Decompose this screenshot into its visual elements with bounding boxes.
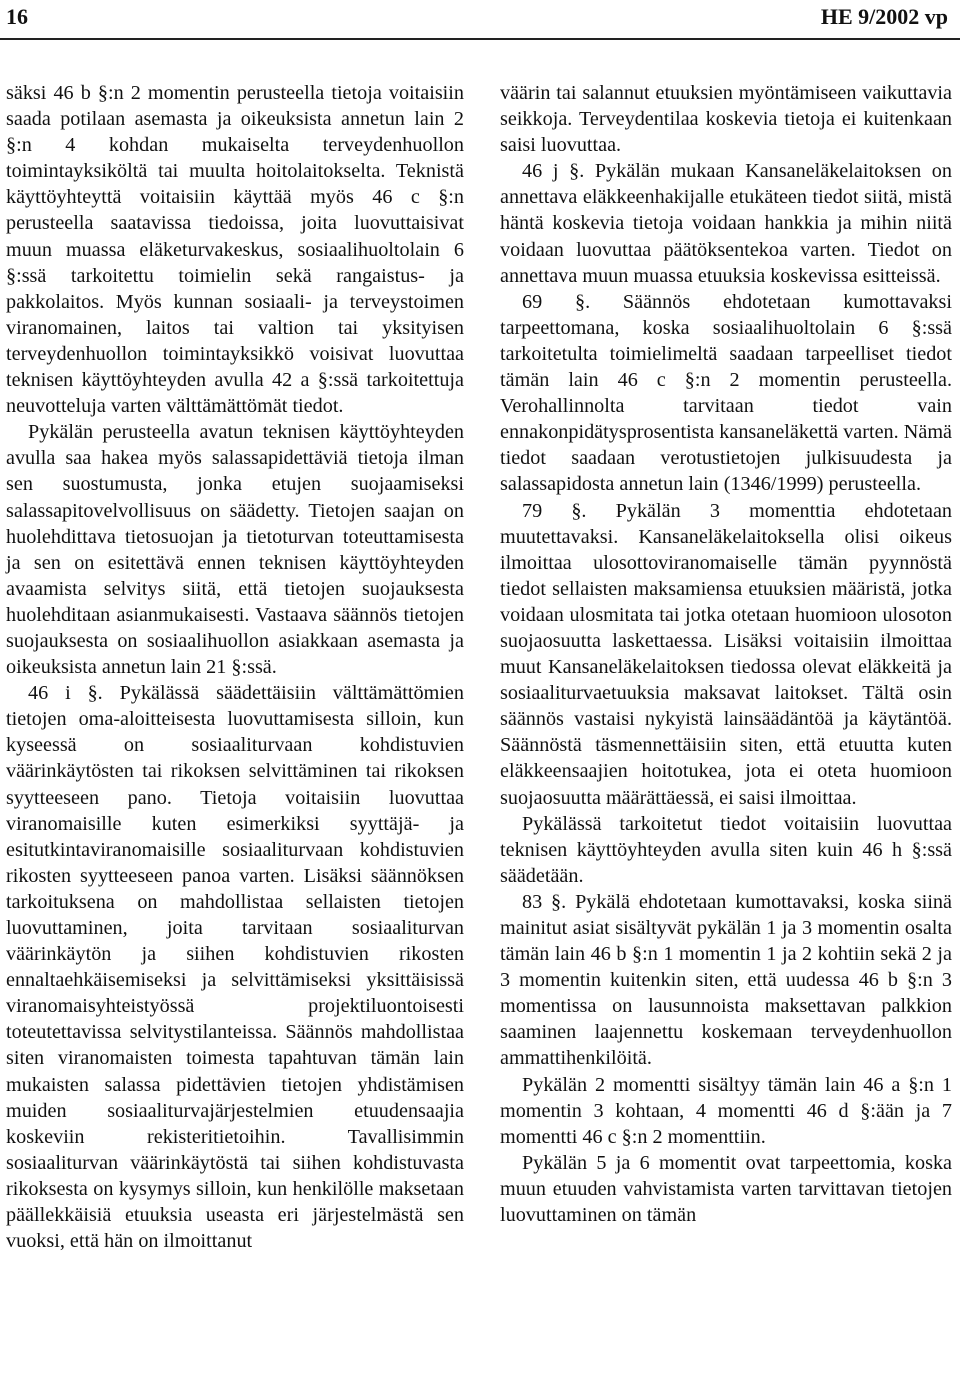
paragraph: 46 j §. Pykälän mukaan Kansaneläkelaitoksen on annettava eläkkeenhakijalle etukäteen tiedot siitä, mistä häntä koskevia tietoja voidaan hankkia ja mihin niitä voidaan luovuttaa päätöksentekoa varten. Tiedot on annettava muun muassa etuuksia koskevissa esitteissä. <box>500 160 952 287</box>
paragraph: Pykälän perusteella avatun teknisen käyttöyhteyden avulla saa hakea myös salassapidettäviä tietoja ilman sen suostumusta, jonka etujen suojaamiseksi salassapitovelvollisuus on säädetty. Tietojen saajan on huolehdittava tietosuojan ja tietoturvan toteuttamisesta ja sen on esitettävä ennen teknisen käyttöyhteyden avaamista selvitys siitä, että tietojen suojauksesta huolehditaan asianmukaisesti. Vastaava säännös tietojen suojauksesta on sosiaalihuollon asiakkaan asemasta ja oikeuksista annetun lain 21 §:ssä. <box>6 421 464 679</box>
paragraph: säksi 46 b §:n 2 momentin perusteella tietoja voitaisiin saada potilaan asemasta ja oikeuksista annetun lain 2 §:n 4 kohdan mukaiselta terveydenhuollon toimintayksiköltä tai muulta hoitolaitokselta. Teknistä käyttöyhteyttä voitaisiin käyttää myös 46 c §:n perusteella saatavissa tiedoissa, joita luovuttaisivat muun muassa eläketurvakeskus, sosiaalihuoltolain 6 §:ssä tarkoitettu toimielin sekä rangaistus- ja pakkolaitos. Myös kunnan sosiaali- ja terveystoimen viranomainen, laitos tai valtion tai yksityisen terveydenhuollon toimintayksikkö voisivat luovuttaa teknisen käyttöyhteyden avulla 42 a §:ssä tarkoitettuja neuvotteluja varten välttämättömät tiedot. <box>6 82 464 418</box>
paragraph: 79 §. Pykälän 3 momenttia ehdotetaan muutettavaksi. Kansaneläkelaitoksella olisi oikeus ilmoittaa ulosottoviranomaiselle tämän pyynnöstä tiedot sellaisten maksamiensa etuuksien määristä, jotka voidaan ulosmitata tai jotka otetaan huomioon ulosoton suojaosuutta laskettaessa. Lisäksi voitaisiin ilmoittaa muut Kansaneläkelaitoksen tiedossa olevat eläkkeitä ja sosiaaliturvaetuuksia maksavat laitokset. Tältä osin säännös vastaisi nykyistä lainsäädäntöä ja käytäntöä. Säännöstä täsmennettäisiin siten, että etuutta kuten eläkkeensaajien hoitotukea, jota ei oteta huomioon suojaosuutta määrättäessä, ei saisi ilmoittaa. <box>500 499 952 809</box>
header-rule <box>0 38 960 40</box>
paragraph: Pykälän 5 ja 6 momentit ovat tarpeettomia, koska muun etuuden vahvistamista varten tarvittavan tietojen luovuttaminen on tämän <box>500 1151 952 1227</box>
paragraph: Pykälän 2 momentti sisältyy tämän lain 46 a §:n 1 momentin 3 kohtaan, 4 momentti 46 d §:ään ja 7 momentti 46 c §:n 2 momenttiin. <box>500 1073 952 1148</box>
paragraph: 69 §. Säännös ehdotetaan kumottavaksi tarpeettomana, koska sosiaalihuoltolain 6 §:ssä tarkoitetulta toimielimeltä saadaan tarpeelliset tiedot tämän lain 46 c §:n 2 momentin perusteella. Verohallinnolta tarvitaan tiedot vain ennakonpidätysprosentista kansaneläkettä varten. Nämä tiedot saadaan verotustietojen julkisuudesta ja salassapidosta annetun lain (1346/1999) perusteella. <box>500 290 952 496</box>
page-header <box>0 0 960 46</box>
right-column <box>500 80 952 1228</box>
paragraph: Pykälässä tarkoitetut tiedot voitaisiin luovuttaa teknisen käyttöyhteyden avulla siten kuin 46 h §:ssä säädetään. <box>500 812 952 887</box>
document-id: HE 9/2002 vp <box>820 4 948 29</box>
page-number: 16 <box>6 4 28 29</box>
paragraph: 46 i §. Pykälässä säädettäisiin välttämättömien tietojen oma-aloitteisesta luovuttamisesta silloin, kun kyseessä on sosiaaliturvaan kohdistuvien väärinkäytösten tai rikoksen selvittäminen tai rikoksen syytteeseen pano. Tietoja voitaisiin luovuttaa viranomaisille kuten esimerkiksi syyttäjä- ja esitutkintaviranomaisille sosiaaliturvaan kohdistuvien rikosten syytteeseen panoa varten. Lisäksi säännöksen tarkoituksena on mahdollistaa sellaisten tietojen luovuttaminen, joita tarvitaan sosiaaliturvan väärinkäytön ja siihen kohdistuvien rikosten ennaltaehkäisemiseksi ja selvittämiseksi yksittäisissä viranomaisyhteistyössä projektiluontoisesti toteutettavissa selvitystilanteissa. Säännös mahdollistaa siten viranomaisten toimesta tapahtuvan tämän lain mukaisten salassa pidettävien tietojen yhdistämisen muiden sosiaaliturvajärjestelmien etuudensaajia koskeviin rekisteritietoihin. Tavallisimmin sosiaaliturvan väärinkäytöstä tai siihen kohdistuvasta rikoksesta on kysymys silloin, kun henkilölle maksetaan päällekkäisiä etuuksia useasta eri järjestelmästä sen vuoksi, että hän on ilmoittanut <box>6 682 464 1253</box>
left-column <box>6 80 464 1254</box>
paragraph: 83 §. Pykälä ehdotetaan kumottavaksi, koska siinä mainitut asiat sisältyvät pykälän 1 ja 3 momentin osalta tämän lain 46 b §:n 1 momentin 1 ja 2 kohtiin sekä 2 ja 3 momentin kuitenkin siten, että uudessa 46 b §:n 3 momentissa on lausunnoista maksettavan palkkion saaminen laajennettu koskemaan terveydenhuollon ammattihenkilöitä. <box>500 890 952 1070</box>
paragraph: väärin tai salannut etuuksien myöntämiseen vaikuttavia seikkoja. Terveydentilaa koskevia tietoja ei kuitenkaan saisi luovuttaa. <box>500 82 952 157</box>
